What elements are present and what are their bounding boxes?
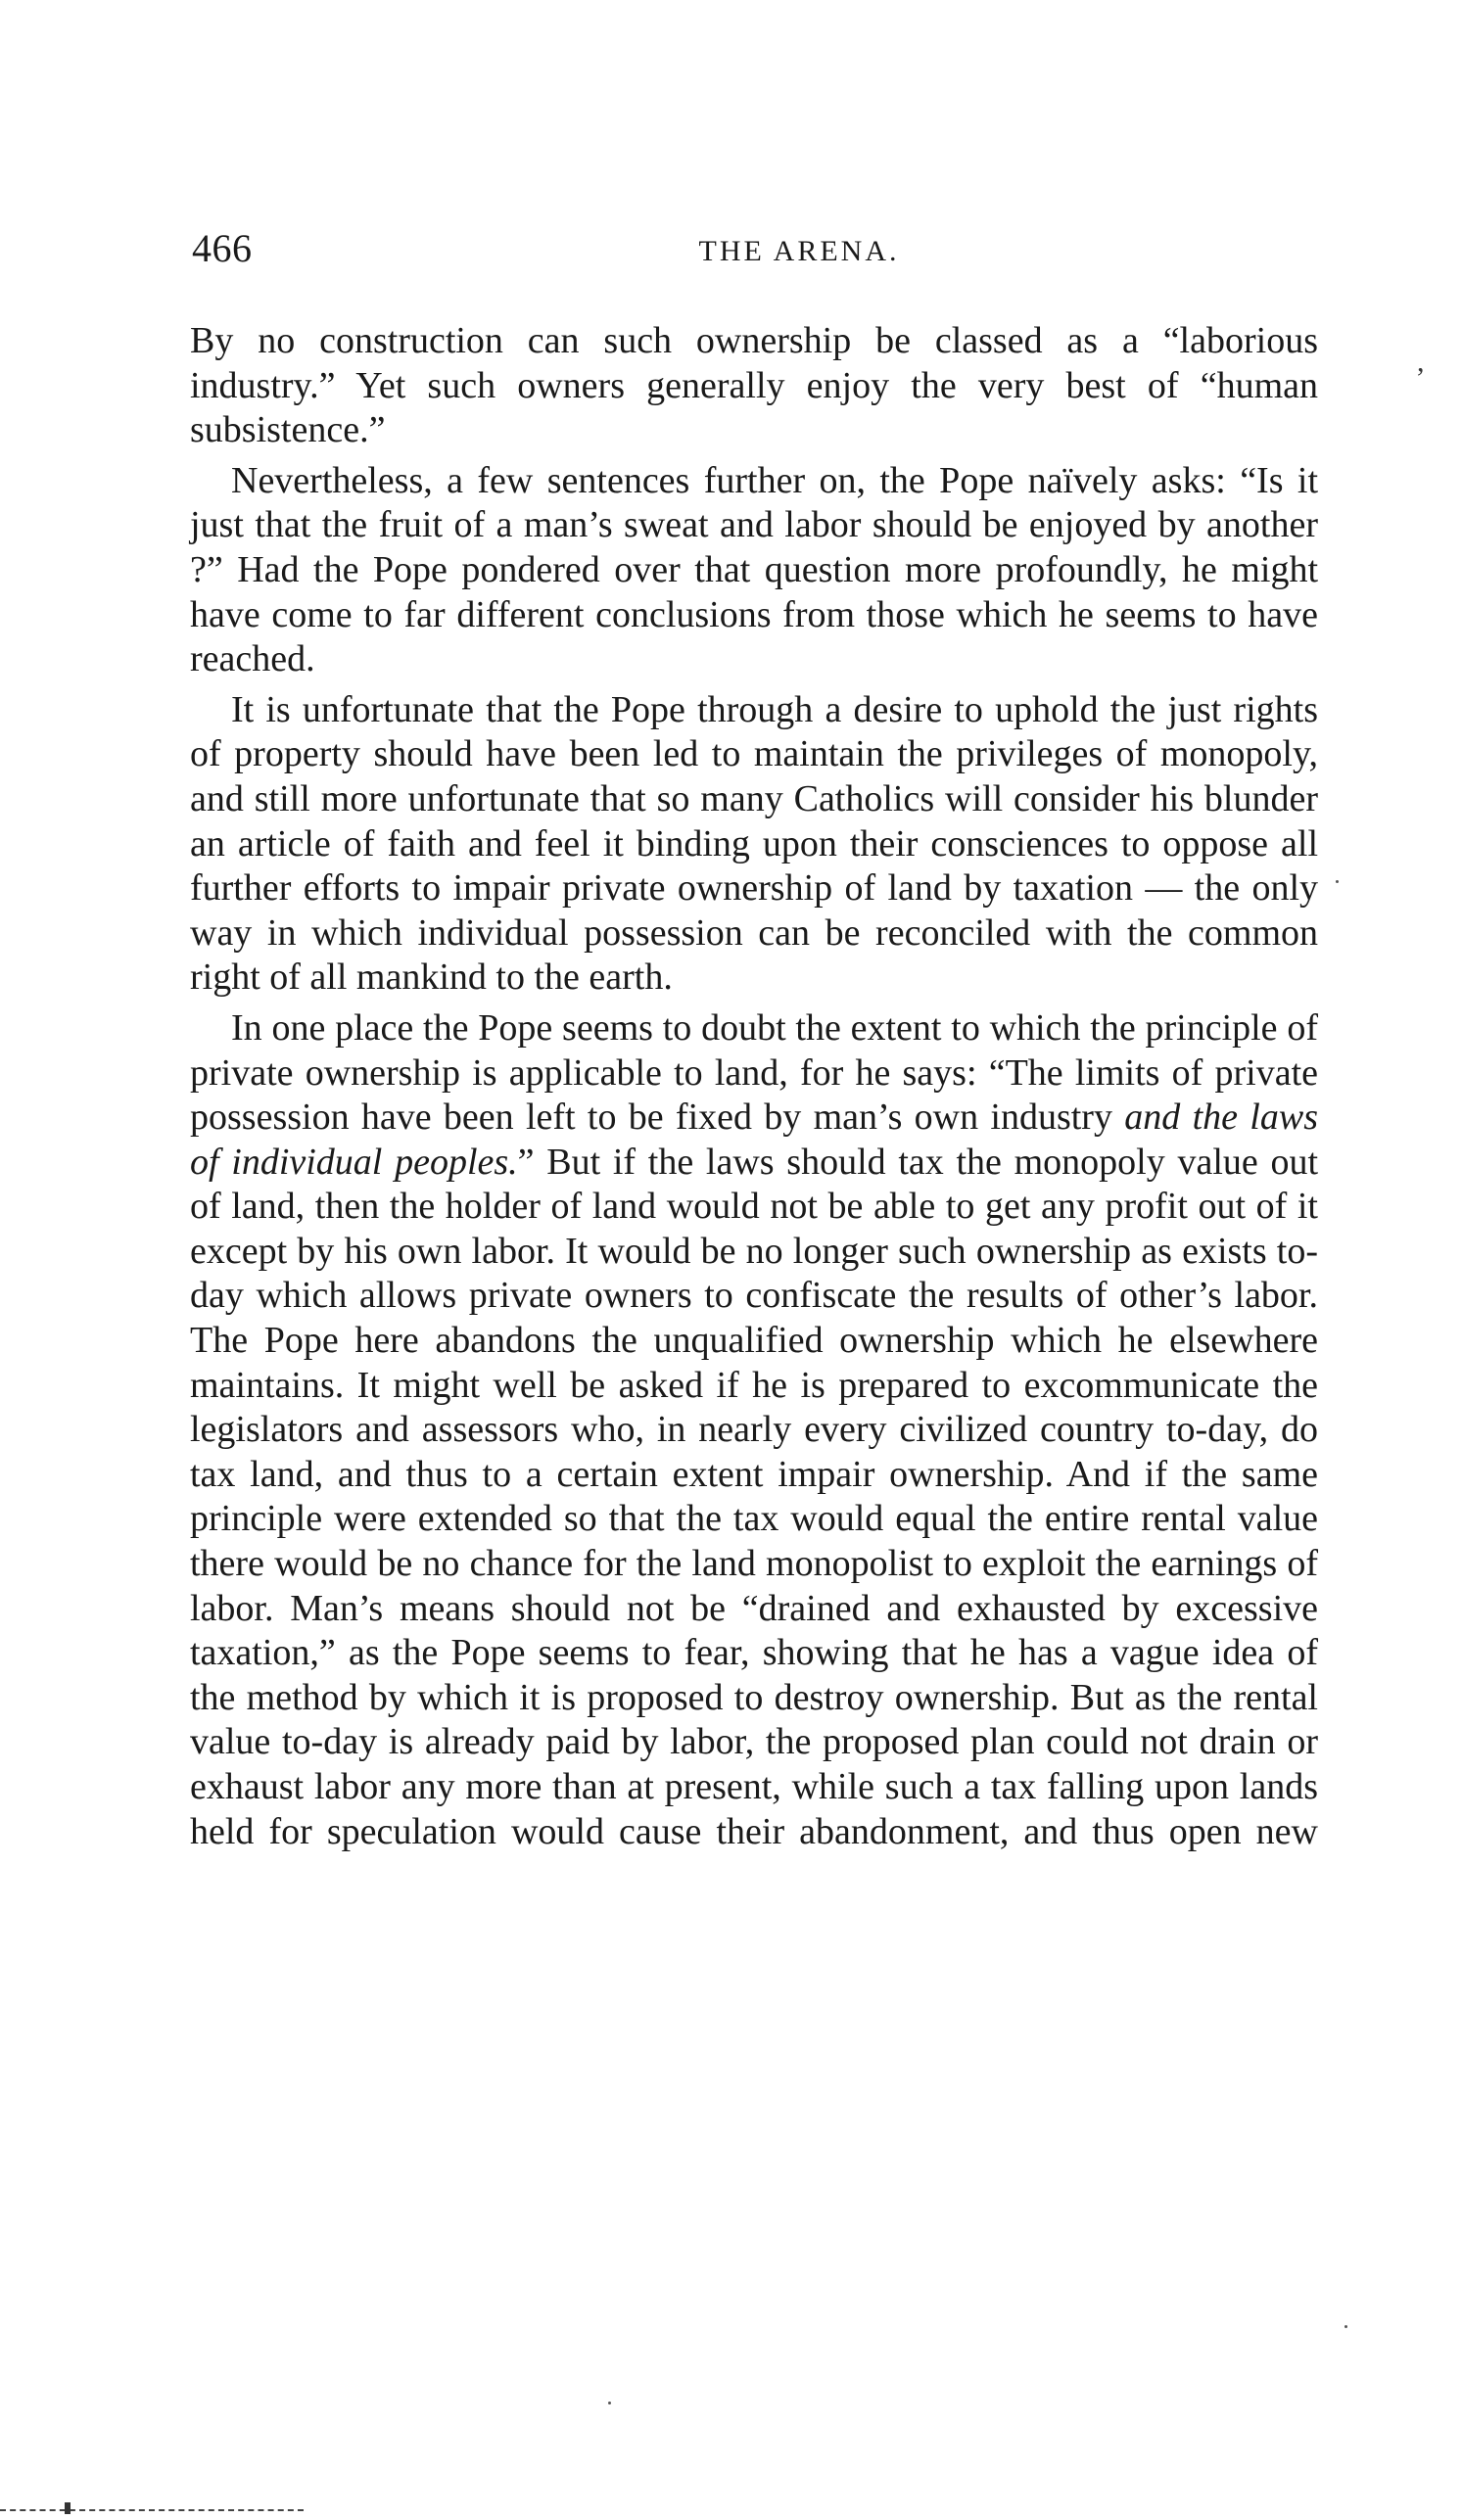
paragraph-4-italic: and the laws of individual peoples.	[190, 1097, 1318, 1183]
margin-mark: ,	[1417, 346, 1425, 378]
paragraph-4-part-1: In one place the Pope seems to doubt the extent to which the principle of private ownership is applicable to land, for he says: “The limits of private possession have been left to be fixed by man’s own industry	[190, 1006, 1318, 1139]
scan-speck	[608, 2402, 611, 2404]
journal-title: THE ARENA.	[698, 235, 900, 267]
paragraph-4-part-2: ” But if the laws should tax the monopoly value out of land, then the holder of land would not be able to get any profit out of it except by his own labor. It would be no longer such ownership as exists to-day which allows private owners to confiscate the results of other’s labor. The Pope here abandons the unqualified ownership which he elsewhere maintains. It might well be asked if he is prepared to excommunicate the legislators and assessors who, in nearly every civilized country to-day, do tax land, and thus to a certain extent impair ownership. And if the same principle were extended so that the tax would equal the entire rental value there would be no chance for the land monopolist to exploit the earnings of labor. Man’s means should not be “drained and exhausted by excessive taxation,” as the Pope seems to fear, showing that he has a vague idea of the method by which it is proposed to destroy ownership. But as the rental value to-day is already paid by labor, the proposed plan could not drain or exhaust labor any more than at present, while such a tax falling upon lands held for speculation would cause their abandonment, and thus open new	[190, 1141, 1319, 1852]
paragraph-1: By no construction can such ownership be classed as a “laborious industry.” Yet such owners generally enjoy the very best of “human subsistence.”	[190, 320, 1318, 451]
body-text	[190, 319, 1318, 1860]
footer-rule	[0, 2509, 304, 2511]
paragraph-4	[190, 1006, 1318, 1854]
footer-rule-mark	[65, 2502, 71, 2514]
running-head	[192, 225, 1328, 284]
scan-speck	[1344, 2325, 1347, 2328]
scan-speck	[1336, 880, 1339, 883]
paragraph-2: Nevertheless, a few sentences further on, the Pope naïvely asks: “Is it just that the fruit of a man’s sweat and labor should be enjoyed by another ?” Had the Pope pondered over that question more profoundly, he might have come to far different conclusions from those which he seems to have reached.	[190, 459, 1318, 680]
paragraph-3: It is unfortunate that the Pope through a desire to uphold the just rights of property should have been led to maintain the privileges of monopoly, and still more unfortunate that so many Catholics will consider his blunder an article of faith and feel it binding upon their consciences to oppose all further efforts to impair private ownership of land by taxation — the only way in which individual possession can be reconciled with the common right of all mankind to the earth.	[190, 688, 1318, 999]
page-number: 466	[192, 226, 253, 270]
